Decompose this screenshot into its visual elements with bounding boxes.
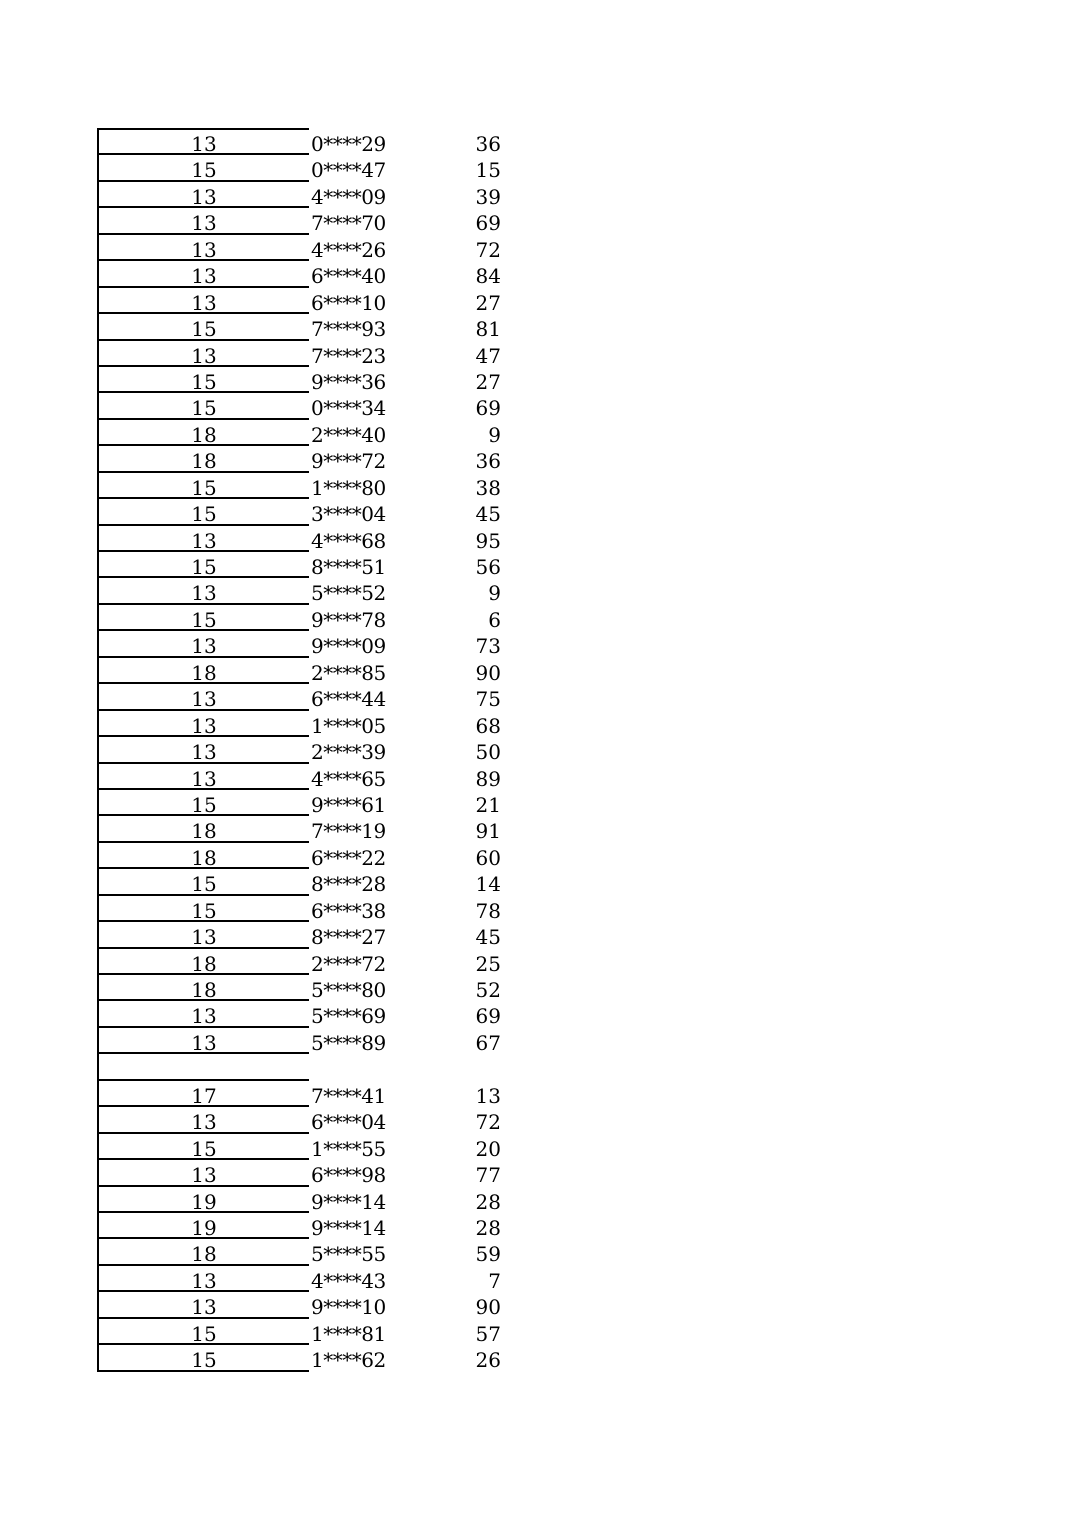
cell-prefix[interactable]: 13 bbox=[97, 129, 309, 155]
table-row bbox=[97, 208, 517, 234]
cell-prefix[interactable]: 13 bbox=[97, 764, 309, 790]
table-row bbox=[97, 843, 517, 869]
table-row bbox=[97, 1054, 517, 1080]
cell-value[interactable] bbox=[431, 1054, 501, 1080]
table-row bbox=[97, 261, 517, 287]
cell-masked-id[interactable]: 3****04 bbox=[311, 502, 386, 527]
cell-value[interactable]: 89 bbox=[475, 766, 501, 791]
cell-prefix[interactable]: 18 bbox=[97, 1239, 309, 1265]
cell-value[interactable]: 28 bbox=[475, 1189, 501, 1214]
cell-value[interactable]: 75 bbox=[475, 687, 501, 712]
cell-prefix[interactable]: 13 bbox=[97, 1266, 309, 1292]
table-row bbox=[97, 737, 517, 763]
cell-prefix[interactable]: 15 bbox=[97, 499, 309, 525]
cell-prefix[interactable]: 17 bbox=[97, 1081, 309, 1107]
cell-prefix[interactable]: 18 bbox=[97, 420, 309, 446]
cell-value[interactable]: 45 bbox=[475, 502, 501, 527]
cell-masked-id[interactable]: 1****81 bbox=[311, 1321, 386, 1346]
cell-prefix[interactable]: 13 bbox=[97, 261, 309, 287]
cell-value[interactable]: 14 bbox=[475, 872, 501, 897]
cell-masked-id[interactable]: 5****55 bbox=[311, 1242, 386, 1267]
cell-value[interactable]: 78 bbox=[475, 898, 501, 923]
cell-prefix[interactable]: 13 bbox=[97, 684, 309, 710]
cell-prefix[interactable]: 18 bbox=[97, 949, 309, 975]
table-row bbox=[97, 235, 517, 261]
cell-value[interactable]: 21 bbox=[475, 792, 501, 817]
table-row bbox=[97, 393, 517, 419]
cell-value[interactable]: 28 bbox=[475, 1215, 501, 1240]
table-row bbox=[97, 499, 517, 525]
cell-value[interactable]: 67 bbox=[475, 1030, 501, 1055]
cell-masked-id[interactable]: 6****40 bbox=[311, 264, 386, 289]
cell-prefix[interactable]: 13 bbox=[97, 922, 309, 948]
cell-masked-id[interactable]: 6****98 bbox=[311, 1163, 386, 1188]
cell-prefix[interactable]: 13 bbox=[97, 235, 309, 261]
table-row bbox=[97, 1028, 517, 1054]
cell-value[interactable]: 45 bbox=[475, 925, 501, 950]
table-row bbox=[97, 1239, 517, 1265]
cell-masked-id[interactable]: 4****65 bbox=[311, 766, 386, 791]
cell-prefix[interactable]: 13 bbox=[97, 1001, 309, 1027]
table-row bbox=[97, 526, 517, 552]
cell-value[interactable]: 7 bbox=[488, 1268, 501, 1293]
cell-value[interactable]: 90 bbox=[475, 660, 501, 685]
cell-value[interactable]: 72 bbox=[475, 237, 501, 262]
cell-prefix[interactable]: 13 bbox=[97, 526, 309, 552]
cell-masked-id[interactable]: 8****51 bbox=[311, 555, 386, 579]
cell-prefix[interactable]: 18 bbox=[97, 446, 309, 472]
cell-prefix[interactable] bbox=[97, 1054, 309, 1080]
cell-prefix[interactable]: 13 bbox=[97, 1292, 309, 1318]
table-row bbox=[97, 764, 517, 790]
cell-value[interactable]: 39 bbox=[475, 184, 501, 209]
cell-masked-id[interactable]: 5****52 bbox=[311, 581, 386, 606]
cell-prefix[interactable]: 15 bbox=[97, 393, 309, 419]
cell-value[interactable]: 57 bbox=[475, 1321, 501, 1346]
cell-value[interactable]: 20 bbox=[475, 1136, 501, 1161]
cell-value[interactable]: 56 bbox=[475, 555, 501, 579]
cell-masked-id[interactable]: 4****43 bbox=[311, 1268, 386, 1293]
cell-masked-id[interactable]: 9****10 bbox=[311, 1295, 386, 1320]
cell-masked-id[interactable]: 5****89 bbox=[311, 1030, 386, 1055]
cell-masked-id[interactable]: 2****85 bbox=[311, 660, 386, 685]
table-row bbox=[97, 1107, 517, 1133]
table-row bbox=[97, 790, 517, 816]
cell-masked-id[interactable]: 2****40 bbox=[311, 422, 386, 447]
cell-prefix[interactable]: 13 bbox=[97, 182, 309, 208]
cell-masked-id[interactable]: 1****05 bbox=[311, 713, 386, 738]
cell-masked-id[interactable]: 7****41 bbox=[311, 1083, 386, 1108]
cell-prefix[interactable]: 15 bbox=[97, 367, 309, 393]
table-row bbox=[97, 182, 517, 208]
cell-value[interactable]: 52 bbox=[475, 978, 501, 1002]
cell-prefix[interactable]: 15 bbox=[97, 155, 309, 181]
table-row bbox=[97, 711, 517, 737]
cell-prefix[interactable]: 18 bbox=[97, 816, 309, 842]
cell-masked-id[interactable]: 0****29 bbox=[311, 132, 386, 156]
cell-prefix[interactable]: 15 bbox=[97, 1319, 309, 1345]
cell-value[interactable]: 15 bbox=[475, 158, 501, 183]
cell-value[interactable]: 36 bbox=[475, 449, 501, 474]
cell-value[interactable]: 84 bbox=[475, 264, 501, 289]
cell-masked-id[interactable]: 6****44 bbox=[311, 687, 386, 712]
cell-masked-id[interactable]: 5****69 bbox=[311, 1004, 386, 1029]
cell-prefix[interactable]: 15 bbox=[97, 1345, 309, 1371]
table-row bbox=[97, 341, 517, 367]
table-row bbox=[97, 1345, 517, 1371]
cell-masked-id[interactable]: 6****22 bbox=[311, 845, 386, 870]
cell-prefix[interactable]: 13 bbox=[97, 1107, 309, 1133]
cell-masked-id[interactable]: 9****61 bbox=[311, 792, 386, 817]
table-row bbox=[97, 922, 517, 948]
table-row bbox=[97, 155, 517, 181]
cell-value[interactable]: 73 bbox=[475, 634, 501, 659]
cell-masked-id[interactable]: 9****14 bbox=[311, 1215, 386, 1240]
cell-value[interactable]: 91 bbox=[475, 819, 501, 844]
cell-value[interactable]: 6 bbox=[488, 607, 501, 632]
cell-prefix[interactable]: 18 bbox=[97, 975, 309, 1001]
cell-masked-id[interactable]: 0****34 bbox=[311, 396, 386, 421]
cell-masked-id[interactable]: 6****38 bbox=[311, 898, 386, 923]
cell-value[interactable]: 60 bbox=[475, 845, 501, 870]
cell-masked-id[interactable]: 1****80 bbox=[311, 475, 386, 500]
cell-value[interactable]: 69 bbox=[475, 1004, 501, 1029]
cell-prefix[interactable]: 19 bbox=[97, 1187, 309, 1213]
cell-value[interactable]: 9 bbox=[488, 581, 501, 606]
cell-prefix[interactable]: 15 bbox=[97, 314, 309, 340]
cell-prefix[interactable]: 13 bbox=[97, 208, 309, 234]
table-row bbox=[97, 367, 517, 393]
cell-masked-id[interactable]: 9****78 bbox=[311, 607, 386, 632]
table-row bbox=[97, 1134, 517, 1160]
cell-value[interactable]: 81 bbox=[475, 317, 501, 342]
table-row bbox=[97, 816, 517, 842]
cell-prefix[interactable]: 15 bbox=[97, 473, 309, 499]
cell-value[interactable]: 26 bbox=[475, 1348, 501, 1373]
cell-prefix[interactable]: 13 bbox=[97, 1028, 309, 1054]
cell-prefix[interactable]: 13 bbox=[97, 711, 309, 737]
cell-masked-id[interactable] bbox=[311, 1054, 431, 1080]
table-row bbox=[97, 1160, 517, 1186]
cell-value[interactable]: 9 bbox=[488, 422, 501, 447]
cell-prefix[interactable]: 15 bbox=[97, 790, 309, 816]
cell-value[interactable]: 59 bbox=[475, 1242, 501, 1267]
cell-masked-id[interactable]: 5****80 bbox=[311, 978, 386, 1002]
cell-prefix[interactable]: 19 bbox=[97, 1213, 309, 1239]
cell-value[interactable]: 77 bbox=[475, 1163, 501, 1188]
table-row bbox=[97, 949, 517, 975]
cell-masked-id[interactable]: 4****26 bbox=[311, 237, 386, 262]
cell-prefix[interactable]: 13 bbox=[97, 341, 309, 367]
cell-masked-id[interactable]: 8****27 bbox=[311, 925, 386, 950]
cell-prefix[interactable]: 15 bbox=[97, 605, 309, 631]
cell-value[interactable]: 36 bbox=[475, 132, 501, 156]
table-row bbox=[97, 658, 517, 684]
cell-masked-id[interactable]: 0****47 bbox=[311, 158, 386, 183]
cell-value[interactable]: 50 bbox=[475, 740, 501, 765]
cell-value[interactable]: 95 bbox=[475, 528, 501, 553]
cell-masked-id[interactable]: 2****72 bbox=[311, 951, 386, 976]
data-table bbox=[97, 129, 517, 1372]
cell-value[interactable]: 13 bbox=[475, 1083, 501, 1108]
cell-prefix[interactable]: 18 bbox=[97, 658, 309, 684]
table-row bbox=[97, 631, 517, 657]
cell-prefix[interactable]: 13 bbox=[97, 288, 309, 314]
cell-value[interactable]: 27 bbox=[475, 290, 501, 315]
table-row bbox=[97, 1081, 517, 1107]
cell-masked-id[interactable]: 9****72 bbox=[311, 449, 386, 474]
cell-masked-id[interactable]: 8****28 bbox=[311, 872, 386, 897]
table-row bbox=[97, 869, 517, 895]
table-row bbox=[97, 605, 517, 631]
cell-prefix[interactable]: 15 bbox=[97, 896, 309, 922]
table-row bbox=[97, 314, 517, 340]
cell-prefix[interactable]: 18 bbox=[97, 843, 309, 869]
cell-masked-id[interactable]: 7****93 bbox=[311, 317, 386, 342]
cell-value[interactable]: 25 bbox=[475, 951, 501, 976]
cell-value[interactable]: 68 bbox=[475, 713, 501, 738]
cell-value[interactable]: 69 bbox=[475, 396, 501, 421]
cell-prefix[interactable]: 13 bbox=[97, 1160, 309, 1186]
table-row bbox=[97, 1292, 517, 1318]
cell-masked-id[interactable]: 9****36 bbox=[311, 369, 386, 394]
cell-masked-id[interactable]: 1****62 bbox=[311, 1348, 386, 1373]
table-row bbox=[97, 129, 517, 155]
cell-masked-id[interactable]: 2****39 bbox=[311, 740, 386, 765]
cell-masked-id[interactable]: 7****19 bbox=[311, 819, 386, 844]
cell-value[interactable]: 47 bbox=[475, 343, 501, 368]
table-row bbox=[97, 1001, 517, 1027]
cell-masked-id[interactable]: 7****23 bbox=[311, 343, 386, 368]
cell-masked-id[interactable]: 7****70 bbox=[311, 211, 386, 236]
cell-value[interactable]: 72 bbox=[475, 1110, 501, 1135]
cell-masked-id[interactable]: 6****10 bbox=[311, 290, 386, 315]
cell-prefix[interactable]: 13 bbox=[97, 631, 309, 657]
table-row bbox=[97, 578, 517, 604]
table-row bbox=[97, 420, 517, 446]
cell-masked-id[interactable]: 1****55 bbox=[311, 1136, 386, 1161]
cell-masked-id[interactable]: 4****68 bbox=[311, 528, 386, 553]
cell-masked-id[interactable]: 6****04 bbox=[311, 1110, 386, 1135]
table-row bbox=[97, 1319, 517, 1345]
table-row bbox=[97, 684, 517, 710]
table-row bbox=[97, 446, 517, 472]
cell-prefix[interactable]: 13 bbox=[97, 737, 309, 763]
table-row bbox=[97, 1213, 517, 1239]
cell-prefix[interactable]: 15 bbox=[97, 1134, 309, 1160]
cell-value[interactable]: 27 bbox=[475, 369, 501, 394]
cell-prefix[interactable]: 15 bbox=[97, 552, 309, 578]
cell-prefix[interactable]: 15 bbox=[97, 869, 309, 895]
table-row bbox=[97, 1266, 517, 1292]
cell-value[interactable]: 69 bbox=[475, 211, 501, 236]
table-row bbox=[97, 552, 517, 578]
cell-masked-id[interactable]: 4****09 bbox=[311, 184, 386, 209]
table-row bbox=[97, 288, 517, 314]
cell-masked-id[interactable]: 9****09 bbox=[311, 634, 386, 659]
table-row bbox=[97, 1187, 517, 1213]
table-row bbox=[97, 896, 517, 922]
cell-prefix[interactable]: 13 bbox=[97, 578, 309, 604]
cell-value[interactable]: 38 bbox=[475, 475, 501, 500]
cell-value[interactable]: 90 bbox=[475, 1295, 501, 1320]
cell-masked-id[interactable]: 9****14 bbox=[311, 1189, 386, 1214]
table-row bbox=[97, 975, 517, 1001]
table-row bbox=[97, 473, 517, 499]
